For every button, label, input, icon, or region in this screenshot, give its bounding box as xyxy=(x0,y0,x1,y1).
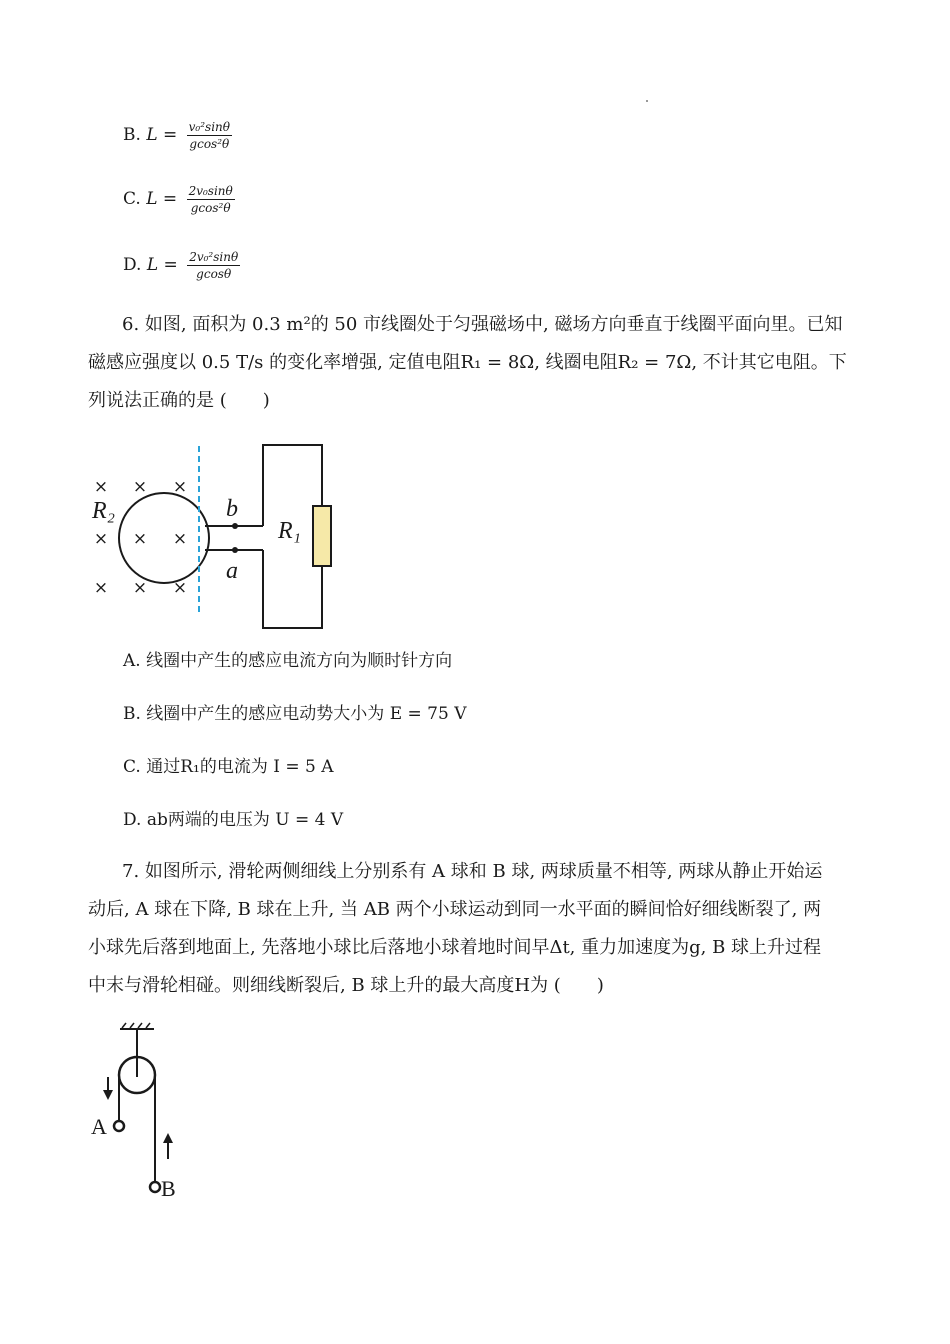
option-lhs: L = xyxy=(146,125,178,145)
label-a: A xyxy=(91,1114,107,1139)
q7-line-1: 7. 如图所示, 滑轮两侧细线上分别系有 A 球和 B 球, 两球质量不相等, 两球从静止开始运 xyxy=(122,861,823,882)
arrow-down-icon xyxy=(103,1077,113,1100)
q6-option-b: B. 线圈中产生的感应电动势大小为 E = 75 V xyxy=(123,704,467,724)
resistor-r1 xyxy=(313,506,331,566)
denominator: gcosθ xyxy=(196,267,232,281)
q5-option-b xyxy=(123,120,232,151)
option-letter: B. xyxy=(123,125,141,145)
q6-option-c: C. 通过R₁的电流为 I = 5 A xyxy=(123,757,334,777)
label-b: b xyxy=(226,496,238,522)
label-a: a xyxy=(226,558,238,584)
q7-line-4: 中末与滑轮相碰。则细线断裂后, B 球上升的最大高度H为 ( ) xyxy=(88,975,604,996)
q6-line-3: 列说法正确的是 ( ) xyxy=(88,390,270,411)
figure-background xyxy=(88,440,348,636)
label-r1: R₁ xyxy=(278,518,302,544)
q5-option-c xyxy=(123,184,235,215)
q7-line-2: 动后, A 球在下降, B 球在上升, 当 AB 两个小球运动到同一水平面的瞬间恰好细线断裂了, 两 xyxy=(88,899,822,920)
field-cross: × xyxy=(93,578,109,598)
arrow-up-icon xyxy=(163,1133,173,1159)
fraction xyxy=(187,120,232,151)
label-b: B xyxy=(161,1176,176,1201)
field-cross: × xyxy=(172,477,188,497)
q6-option-d: D. ab两端的电压为 U = 4 V xyxy=(123,810,344,830)
ceiling-hatch xyxy=(122,1023,150,1028)
denominator: gcos²θ xyxy=(190,201,231,215)
q7-pulley-figure xyxy=(88,1022,198,1202)
ball-b xyxy=(150,1182,160,1192)
option-letter: D. xyxy=(123,255,142,275)
option-lhs: L = xyxy=(146,255,178,275)
denominator: gcos²θ xyxy=(189,137,230,151)
q7-stem xyxy=(88,853,888,1005)
q7-line-3: 小球先后落到地面上, 先落地小球比后落地小球着地时间早Δt, 重力加速度为g, B 球上升过程 xyxy=(88,937,822,958)
terminal-b xyxy=(232,523,238,529)
q6-circuit-figure xyxy=(88,440,348,636)
fraction xyxy=(187,250,240,281)
field-cross: × xyxy=(93,477,109,497)
label-r2: R₂ xyxy=(92,498,116,524)
field-cross: × xyxy=(172,529,188,549)
field-cross: × xyxy=(132,477,148,497)
ball-a xyxy=(114,1121,124,1131)
q6-line-2: 磁感应强度以 0.5 T/s 的变化率增强, 定值电阻R₁ = 8Ω, 线圈电阻R₂ = 7Ω, 不计其它电阻。下 xyxy=(88,352,847,373)
numerator: v₀²sinθ xyxy=(188,120,231,134)
q6-stem xyxy=(88,306,888,420)
field-cross: × xyxy=(93,529,109,549)
q6-line-1: 6. 如图, 面积为 0.3 m²的 50 市线圈处于匀强磁场中, 磁场方向垂直于线圈平面向里。已知 xyxy=(122,314,843,335)
q6-option-a: A. 线圈中产生的感应电流方向为顺时针方向 xyxy=(123,651,453,671)
numerator: 2v₀sinθ xyxy=(188,184,233,198)
option-letter: C. xyxy=(123,189,141,209)
terminal-a xyxy=(232,547,238,553)
option-lhs: L = xyxy=(146,189,178,209)
field-cross: × xyxy=(132,529,148,549)
numerator: 2v₀²sinθ xyxy=(189,250,239,264)
stray-dot xyxy=(646,100,648,102)
field-cross: × xyxy=(132,578,148,598)
q5-option-d xyxy=(123,250,240,281)
fraction xyxy=(187,184,235,215)
field-cross: × xyxy=(172,578,188,598)
